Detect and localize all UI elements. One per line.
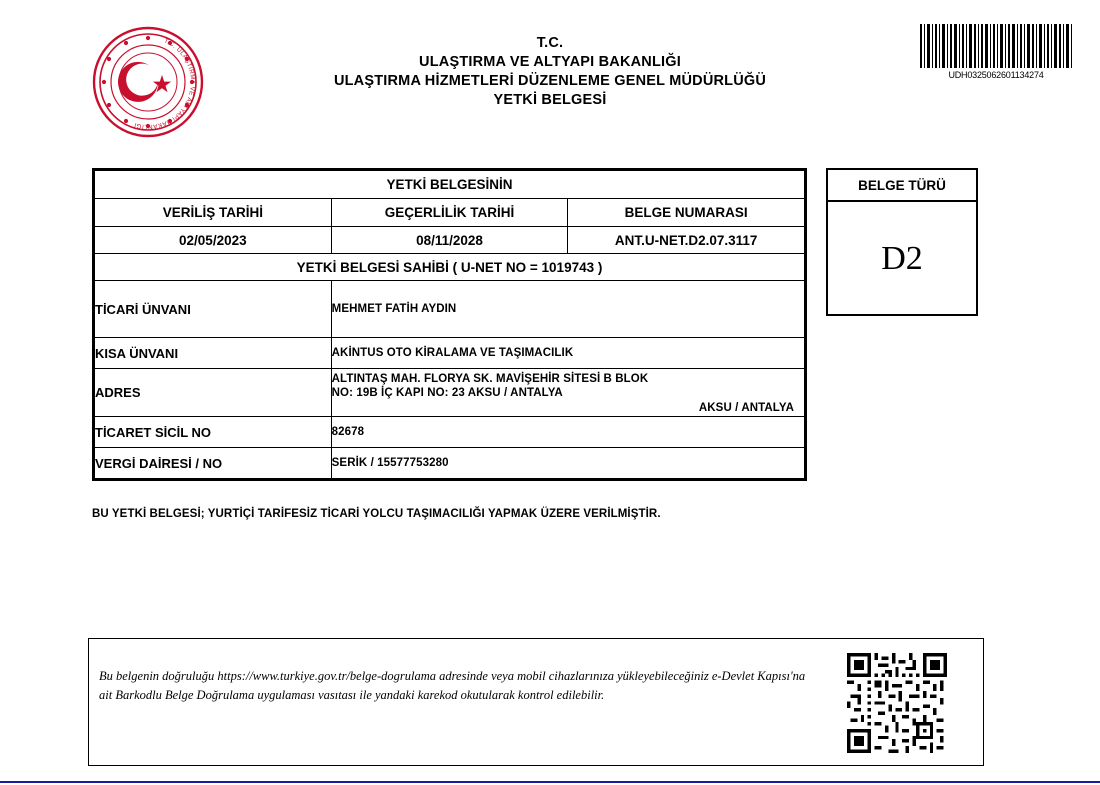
document-type-code: D2 [881, 240, 923, 277]
purpose-note: BU YETKİ BELGESİ; YURTİÇİ TARİFESİZ TİCARİ YOLCU TAŞIMACILIĞI YAPMAK ÜZERE VERİLMİŞTİR. [92, 508, 661, 520]
column-header-issue-date: VERİLİŞ TARİHİ [95, 199, 332, 227]
value-commercial-title: MEHMET FATİH AYDIN [331, 281, 804, 338]
value-short-title: AKİNTUS OTO KİRALAMA VE TAŞIMACILIK [331, 338, 804, 369]
address-line-1: ALTINTAŞ MAH. FLORYA SK. MAVİŞEHİR SİTESİ B BLOK [331, 372, 649, 385]
table-row [95, 417, 805, 448]
column-header-validity-date: GEÇERLİLİK TARİHİ [331, 199, 568, 227]
bottom-rule [0, 781, 1100, 783]
header-line-2: ULAŞTIRMA VE ALTYAPI BAKANLIĞI [419, 54, 681, 70]
table-row [95, 171, 805, 199]
certificate-table [92, 168, 807, 481]
value-document-number: ANT.U-NET.D2.07.3117 [568, 227, 805, 254]
owner-section-title: YETKİ BELGESİ SAHİBİ ( U-NET NO = 1019743 ) [95, 254, 805, 281]
value-trade-registry-no: 82678 [331, 417, 804, 448]
svg-text:T.C. ULAŞTIRMA VE ALTYAPI BAKA: T.C. ULAŞTIRMA VE ALTYAPI BAKANLIĞI [133, 37, 197, 131]
column-header-document-number: BELGE NUMARASI [568, 199, 805, 227]
table-row [95, 227, 805, 254]
document-header [0, 0, 1100, 150]
document-type-box [826, 168, 978, 316]
table-row [95, 338, 805, 369]
barcode-number: UDH0325062601134274 [948, 70, 1044, 80]
address-line-2: NO: 19B İÇ KAPI NO: 23 AKSU / ANTALYA [331, 386, 563, 399]
table-row [95, 281, 805, 338]
value-tax-office-no: SERİK / 15577753280 [331, 448, 804, 479]
label-trade-registry-no: TİCARET SİCİL NO [95, 417, 332, 448]
label-commercial-title: TİCARİ ÜNVANI [95, 281, 332, 338]
certificate-section-title: YETKİ BELGESİNİN [95, 171, 805, 199]
label-tax-office-no: VERGİ DAİRESİ / NO [95, 448, 332, 479]
table-row [95, 199, 805, 227]
turkish-republic-emblem-icon [92, 26, 204, 138]
header-line-1: T.C. [536, 35, 564, 51]
qr-code-icon [847, 653, 947, 753]
address-district: AKSU / ANTALYA [698, 401, 794, 414]
barcode-icon [920, 24, 1072, 68]
value-validity-date: 08/11/2028 [331, 227, 568, 254]
verification-text: Bu belgenin doğruluğu https://www.turkiye.gov.tr/belge-dogrulama adresinde veya mobil cihazlarınıza yükleyebileceğiniz e-Devlet Kapısı'na ait Barkodlu Belge Doğrulama uygulaması vasıtası ile yandaki karekod okutularak kontrol edilebilir. [99, 669, 806, 702]
header-line-4: YETKİ BELGESİ [493, 92, 607, 108]
document-type-title: BELGE TÜRÜ [828, 170, 976, 202]
verification-box [88, 638, 984, 766]
page-title [250, 34, 850, 110]
barcode-block [920, 24, 1072, 80]
label-address: ADRES [95, 369, 332, 417]
label-short-title: KISA ÜNVANI [95, 338, 332, 369]
header-line-3: ULAŞTIRMA HİZMETLERİ DÜZENLEME GENEL MÜDÜRLÜĞÜ [333, 73, 767, 89]
value-issue-date: 02/05/2023 [95, 227, 332, 254]
value-address [331, 369, 804, 417]
table-row [95, 448, 805, 479]
table-row [95, 369, 805, 417]
table-row [95, 254, 805, 281]
